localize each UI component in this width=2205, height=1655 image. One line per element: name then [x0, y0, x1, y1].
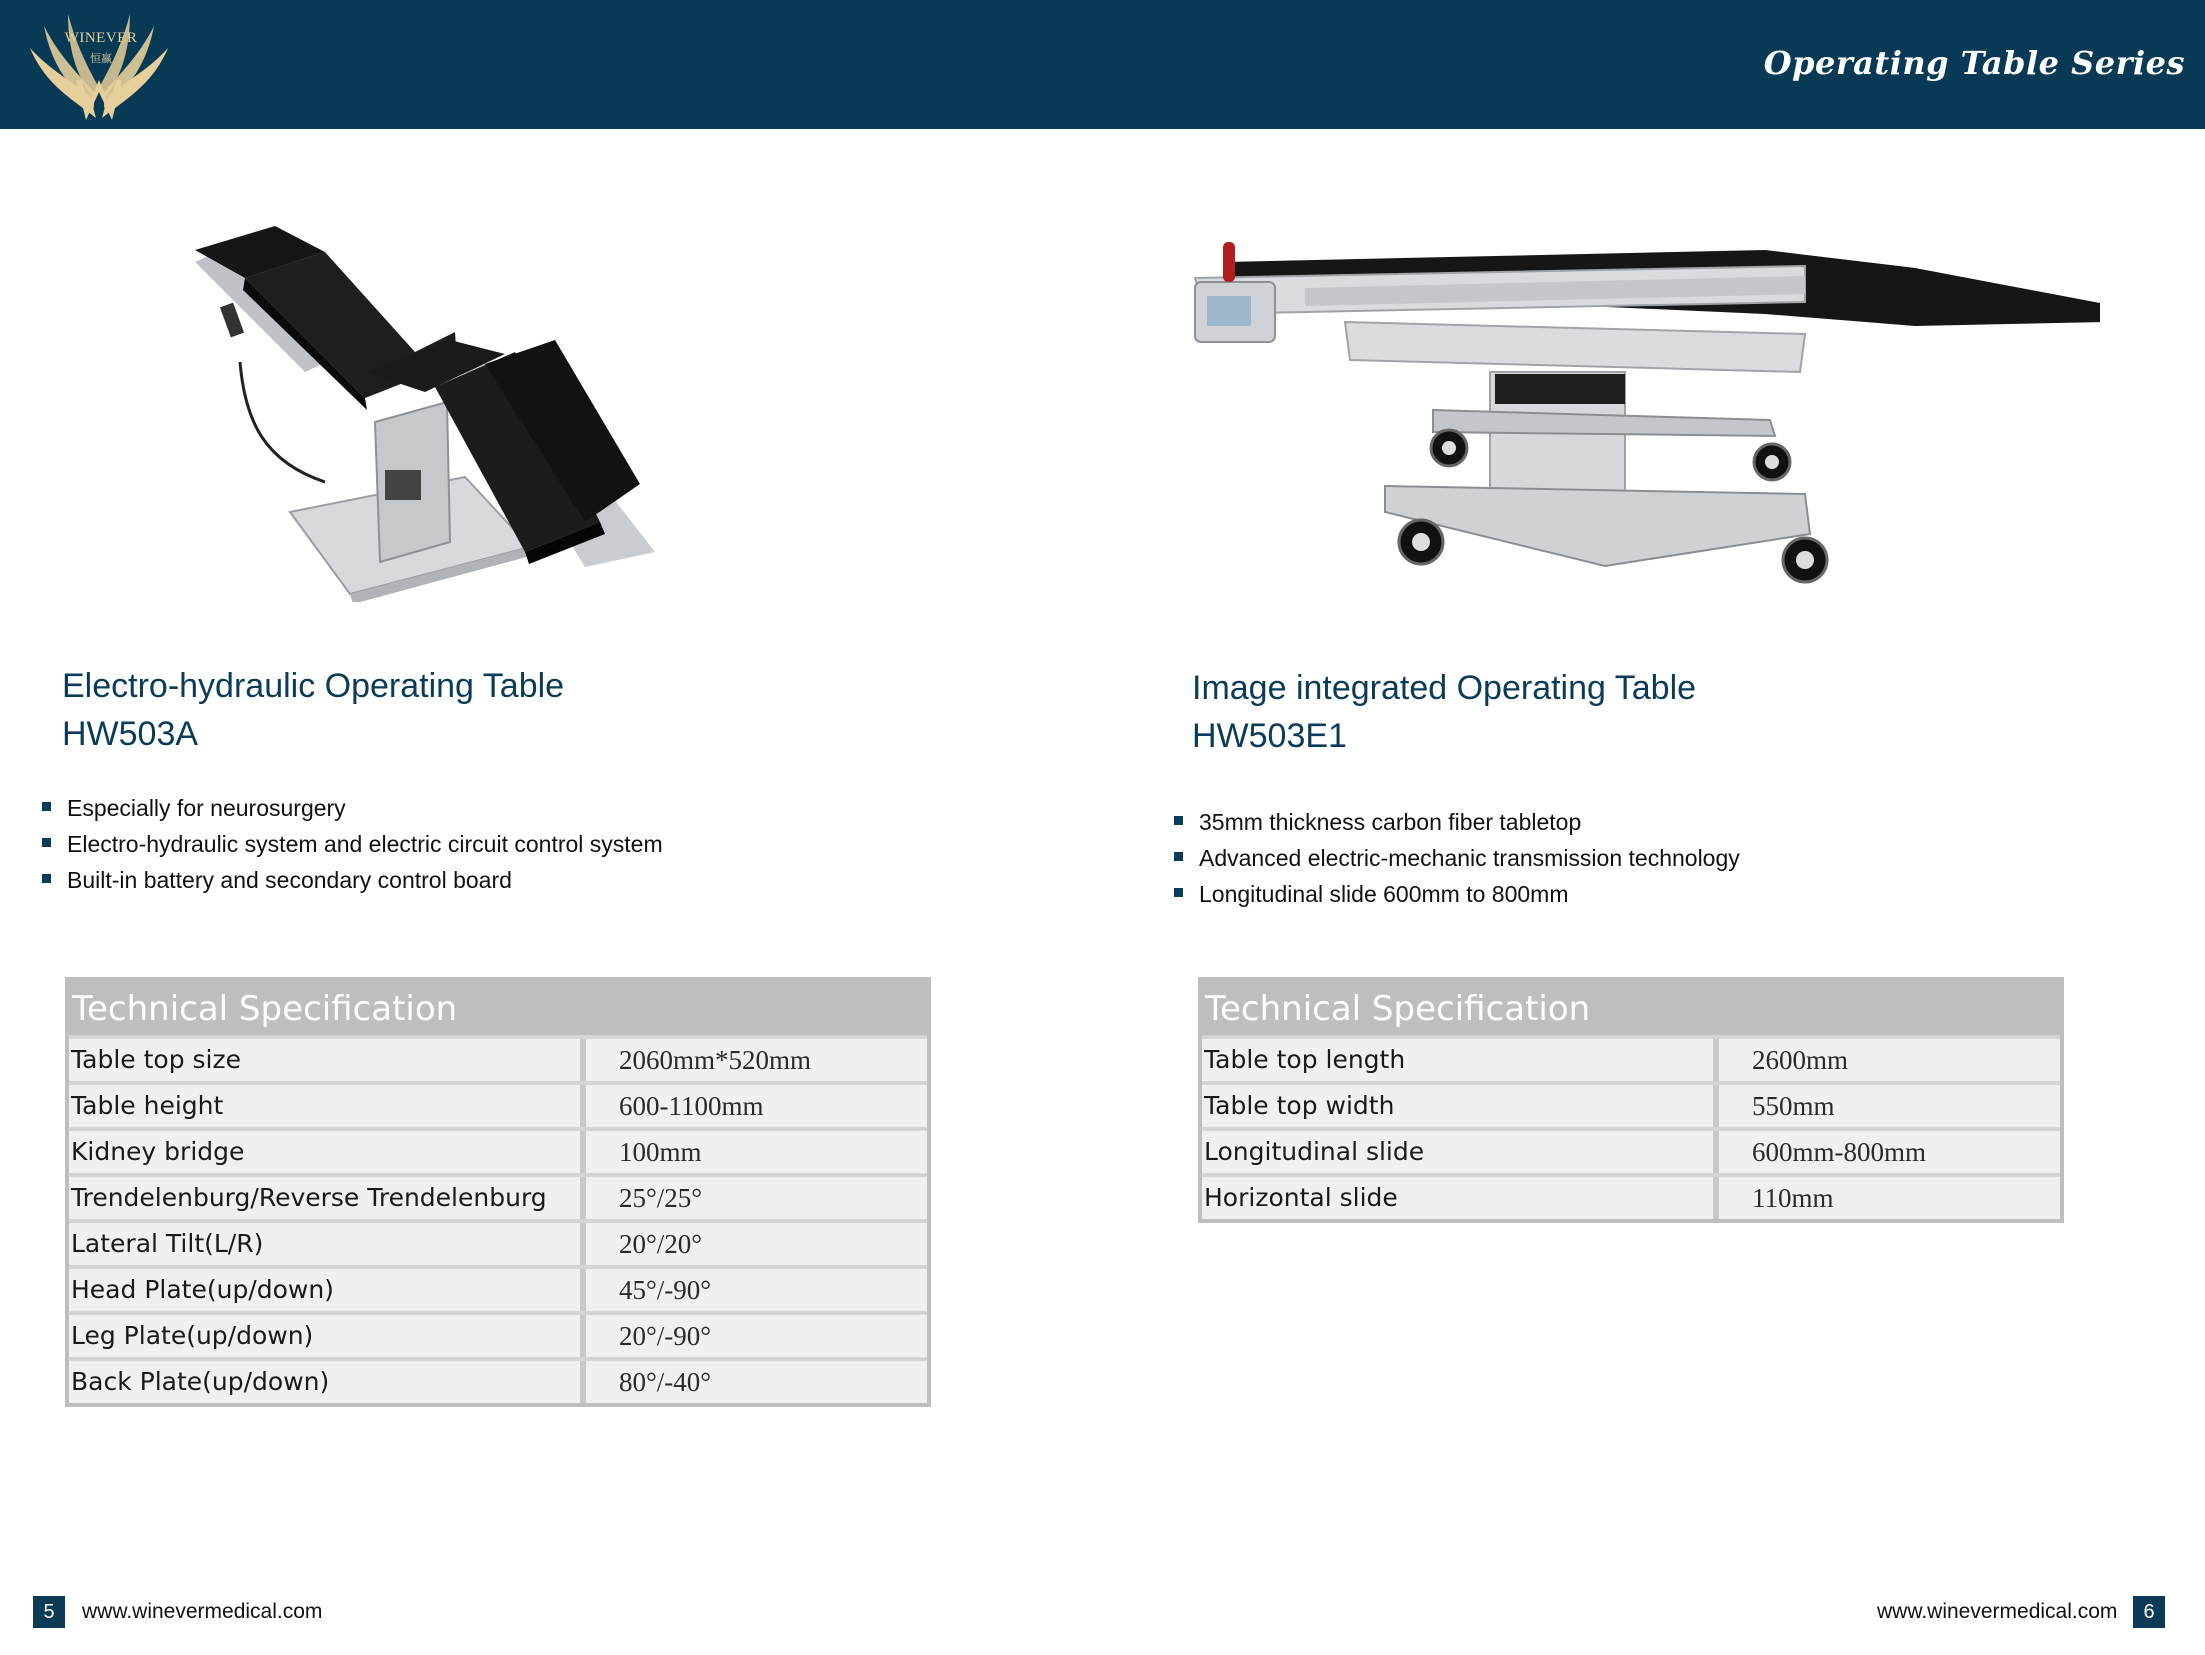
product-1-title-block	[62, 662, 564, 758]
table-row	[69, 1311, 927, 1357]
spec-label: Table top width	[1202, 1085, 1719, 1127]
table-row	[69, 1127, 927, 1173]
spec-value: 2600mm	[1752, 1045, 1849, 1075]
feature-item: Electro-hydraulic system and electric circuit control system	[40, 826, 663, 862]
table-row	[69, 1173, 927, 1219]
feature-item: 35mm thickness carbon fiber tabletop	[1172, 804, 1740, 840]
spec-value: 45°/-90°	[619, 1275, 712, 1305]
spec-value: 20°/-90°	[619, 1321, 712, 1351]
spec-label: Lateral Tilt(L/R)	[69, 1223, 586, 1265]
product-1-features	[40, 790, 663, 898]
table-row	[1202, 1081, 2060, 1127]
spec-label: Trendelenburg/Reverse Trendelenburg	[69, 1177, 586, 1219]
table-row	[1202, 1035, 2060, 1081]
table-row	[1202, 1173, 2060, 1219]
product-2-title: Image integrated Operating Table	[1192, 669, 1697, 707]
website-link-left[interactable]: www.winevermedical.com	[82, 1600, 323, 1623]
product-1-title: Electro-hydraulic Operating Table	[62, 667, 565, 705]
product-2-model: HW503E1	[1192, 717, 1347, 755]
spec-value: 110mm	[1752, 1183, 1834, 1213]
spec-value: 600-1100mm	[619, 1091, 764, 1121]
table-row	[1202, 1127, 2060, 1173]
header-bar	[0, 0, 2205, 129]
page-number-left: 5	[33, 1596, 65, 1628]
feature-item: Advanced electric-mechanic transmission technology	[1172, 840, 1740, 876]
joystick	[1223, 242, 1235, 282]
spec-value: 550mm	[1752, 1091, 1835, 1121]
spec-label: Longitudinal slide	[1202, 1131, 1719, 1173]
spec-label: Back Plate(up/down)	[69, 1361, 586, 1403]
spec-value: 25°/25°	[619, 1183, 703, 1213]
spec-label: Table height	[69, 1085, 586, 1127]
spec-table-title: Technical Specification	[1205, 989, 1591, 1029]
brand-chinese: 恒赢	[90, 52, 112, 65]
spec-label: Leg Plate(up/down)	[69, 1315, 586, 1357]
product-2-title-block	[1192, 664, 1696, 760]
feature-item: Built-in battery and secondary control board	[40, 862, 663, 898]
spec-table-hw503a	[65, 977, 931, 1407]
hw503e1-product-image	[1185, 222, 2100, 592]
spec-value: 20°/20°	[619, 1229, 703, 1259]
website-link-right[interactable]: www.winevermedical.com	[1877, 1600, 2118, 1623]
spec-label: Table top length	[1202, 1039, 1719, 1081]
table-row	[69, 1357, 927, 1403]
hw503a-product-image	[185, 222, 715, 602]
spec-value: 100mm	[619, 1137, 702, 1167]
spec-value: 80°/-40°	[619, 1367, 712, 1397]
spec-value: 600mm-800mm	[1752, 1137, 1926, 1167]
spec-value: 2060mm*520mm	[619, 1045, 812, 1075]
spec-table-title: Technical Specification	[72, 989, 458, 1029]
control-panel	[385, 470, 421, 500]
spec-label: Head Plate(up/down)	[69, 1269, 586, 1311]
table-row	[69, 1035, 927, 1081]
brand-name: WINEVER	[64, 30, 138, 46]
product-1-model: HW503A	[62, 715, 199, 753]
spec-label: Kidney bridge	[69, 1131, 586, 1173]
spec-label: Table top size	[69, 1039, 586, 1081]
feature-item: Longitudinal slide 600mm to 800mm	[1172, 876, 1740, 912]
table-row	[69, 1081, 927, 1127]
base-front	[1385, 486, 1810, 566]
table-row	[69, 1219, 927, 1265]
series-title: Operating Table Series	[1763, 44, 2185, 82]
spec-table-hw503e1	[1198, 977, 2064, 1223]
product-2-features	[1172, 804, 1740, 912]
feature-item: Especially for neurosurgery	[40, 790, 663, 826]
spec-label: Horizontal slide	[1202, 1177, 1719, 1219]
page-number-right: 6	[2133, 1596, 2165, 1628]
table-row	[69, 1265, 927, 1311]
